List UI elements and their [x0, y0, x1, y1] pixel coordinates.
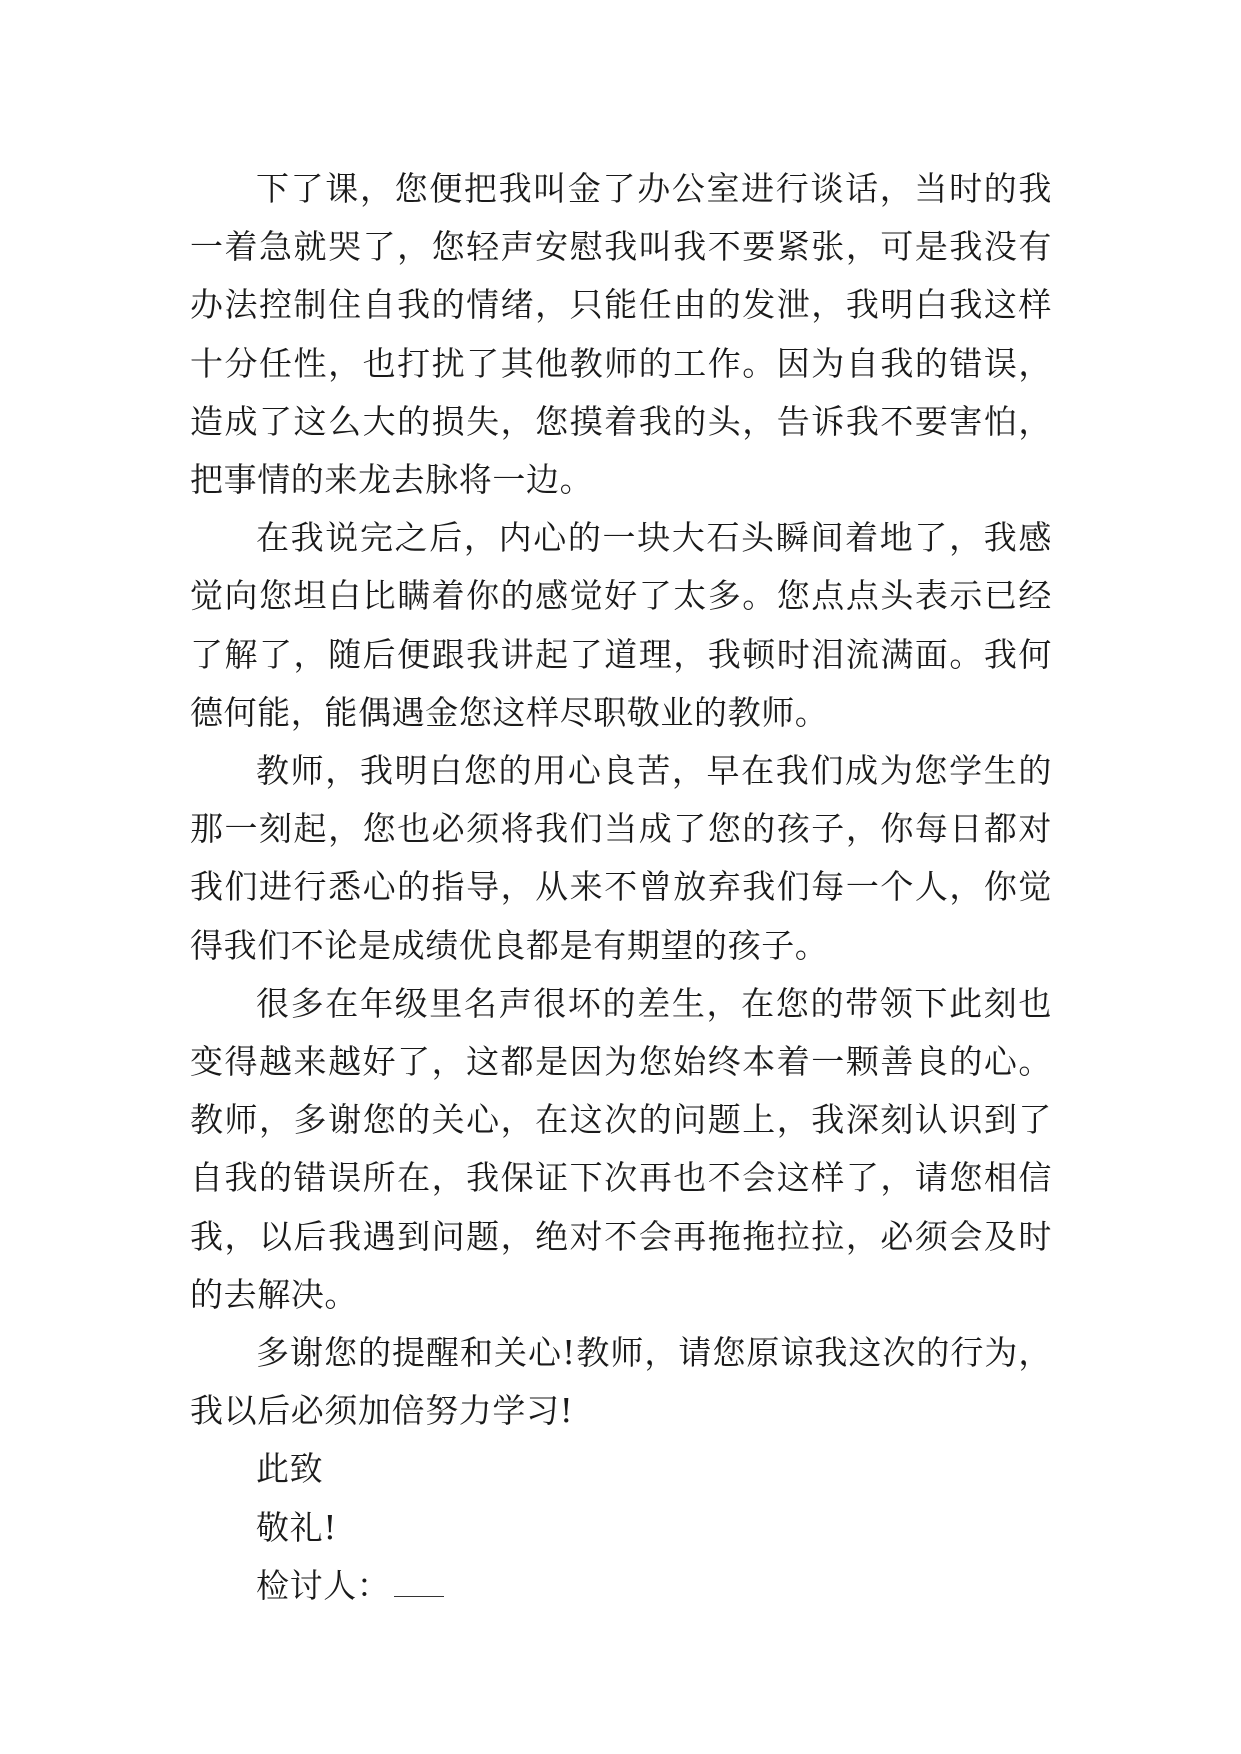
signature-line: [190, 1557, 1052, 1615]
paragraph-4: 很多在年级里名声很坏的差生，在您的带领下此刻也变得越来越好了，这都是因为您始终本着一颗善良的心。教师，多谢您的关心，在这次的问题上，我深刻认识到了自我的错误所在，我保证下次再也不会这样了，请您相信我，以后我遇到问题，绝对不会再拖拖拉拉，必须会及时的去解决。: [190, 983, 1052, 1314]
closing-salutation-1: 此致: [256, 1449, 324, 1489]
signature-label: 检讨人：: [256, 1565, 391, 1605]
signature-blank: [394, 1566, 444, 1597]
closing-salutation-2: 敬礼!: [256, 1507, 338, 1547]
document-page: [190, 160, 1052, 1615]
paragraph-3: 教师，我明白您的用心良苦，早在我们成为您学生的那一刻起，您也必须将我们当成了您的孩子，你每日都对我们进行悉心的指导，从来不曾放弃我们每一个人，你觉得我们不论是成绩优良都是有期望的孩子。: [190, 751, 1052, 965]
paragraph-1: 下了课，您便把我叫金了办公室进行谈话，当时的我一着急就哭了，您轻声安慰我叫我不要紧张，可是我没有办法控制住自我的情绪，只能任由的发泄，我明白我这样十分任性，也打扰了其他教师的工作。因为自我的错误，造成了这么大的损失，您摸着我的头，告诉我不要害怕，把事情的来龙去脉将一边。: [190, 169, 1052, 500]
paragraph-2: 在我说完之后，内心的一块大石头瞬间着地了，我感觉向您坦白比瞒着你的感觉好了太多。您点点头表示已经了解了，随后便跟我讲起了道理，我顿时泪流满面。我何德何能，能偶遇金您这样尽职敬业的教师。: [190, 518, 1052, 732]
paragraph-5: 多谢您的提醒和关心!教师，请您原谅我这次的行为，我以后必须加倍努力学习!: [190, 1333, 1052, 1431]
